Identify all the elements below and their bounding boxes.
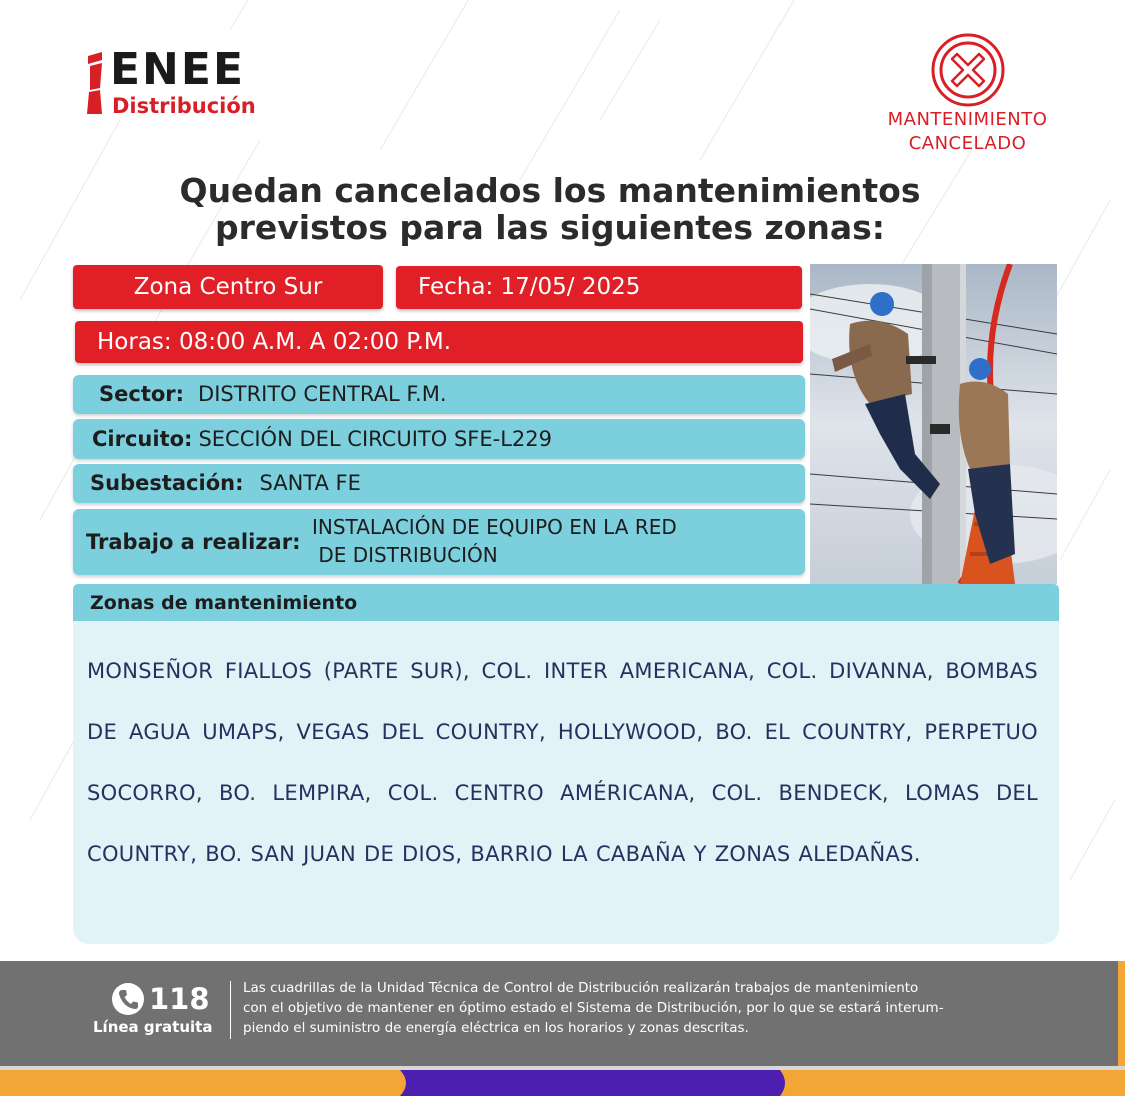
linemen-photo: [810, 264, 1057, 584]
sector-label: Sector:: [99, 382, 185, 406]
sector-row: [73, 375, 805, 414]
footer-divider: [230, 981, 231, 1039]
zonas-heading: Zonas de mantenimiento: [73, 584, 1059, 621]
trabajo-value: INSTALACIÓN DE EQUIPO EN LA RED DE DISTRIBUCIÓN: [312, 515, 677, 567]
subestacion-value: SANTA FE: [259, 471, 361, 495]
zonas-panel: [73, 621, 1059, 944]
hotline-label: Línea gratuita: [93, 1018, 213, 1036]
badge-label: [870, 108, 1065, 156]
x-circle-icon: [930, 32, 1006, 108]
badge-line-1: MANTENIMIENTO: [887, 109, 1048, 130]
fecha-pill: Fecha: 17/05/ 2025: [396, 266, 802, 309]
footer-description: Las cuadrillas de la Unidad Técnica de Control de Distribución realizarán trabajos de mantenimiento con el objetivo de mantener en óptimo estado el Sistema de Distribución, por lo que se estará interum- piendo el suministro de energía eléctrica en los horarios y zonas descritas.: [243, 980, 944, 1036]
logo-enee-text: ENEE: [110, 44, 245, 95]
title-line-2: previstos para las siguientes zonas:: [215, 208, 885, 247]
hotline-number: 118: [149, 982, 210, 1016]
zona-pill: Zona Centro Sur: [73, 265, 383, 309]
hotline[interactable]: [93, 981, 218, 1041]
trabajo-label: Trabajo a realizar:: [86, 530, 301, 554]
subestacion-label: Subestación:: [90, 471, 244, 495]
footer-info-bar: [0, 961, 1118, 1066]
sector-value: DISTRITO CENTRAL F.M.: [198, 382, 447, 406]
phone-icon: [111, 982, 145, 1016]
enee-logo: [84, 44, 304, 125]
logo-subtitle: Distribución: [112, 94, 256, 118]
horas-pill: Horas: 08:00 A.M. A 02:00 P.M.: [75, 321, 803, 363]
cancelled-badge: [870, 30, 1070, 160]
logo-mark-icon: [84, 52, 110, 116]
footer-color-stripe: [0, 1066, 1125, 1096]
trabajo-row: [73, 509, 805, 575]
circuito-value: SECCIÓN DEL CIRCUITO SFE-L229: [198, 427, 552, 451]
title-line-1: Quedan cancelados los mantenimientos: [179, 171, 921, 210]
subestacion-row: [73, 464, 805, 503]
footer: [0, 961, 1125, 1096]
page-title: [90, 172, 1010, 246]
circuito-row: [73, 419, 805, 459]
badge-line-2: CANCELADO: [908, 133, 1027, 154]
circuito-label: Circuito:: [92, 427, 193, 451]
zonas-list: MONSEÑOR FIALLOS (PARTE SUR), COL. INTER AMERICANA, COL. DIVANNA, BOMBAS DE AGUA UMAPS, VEGAS DEL COUNTRY, HOLLYWOOD, BO. EL COUNTRY, PERPETUO SOCORRO, BO. LEMPIRA, COL. CENTRO AMÉRICANA, COL. BENDECK, LOMAS DEL COUNTRY, BO. SAN JUAN DE DIOS, BARRIO LA CABAÑA Y ZONAS ALEDAÑAS.: [87, 659, 1038, 866]
